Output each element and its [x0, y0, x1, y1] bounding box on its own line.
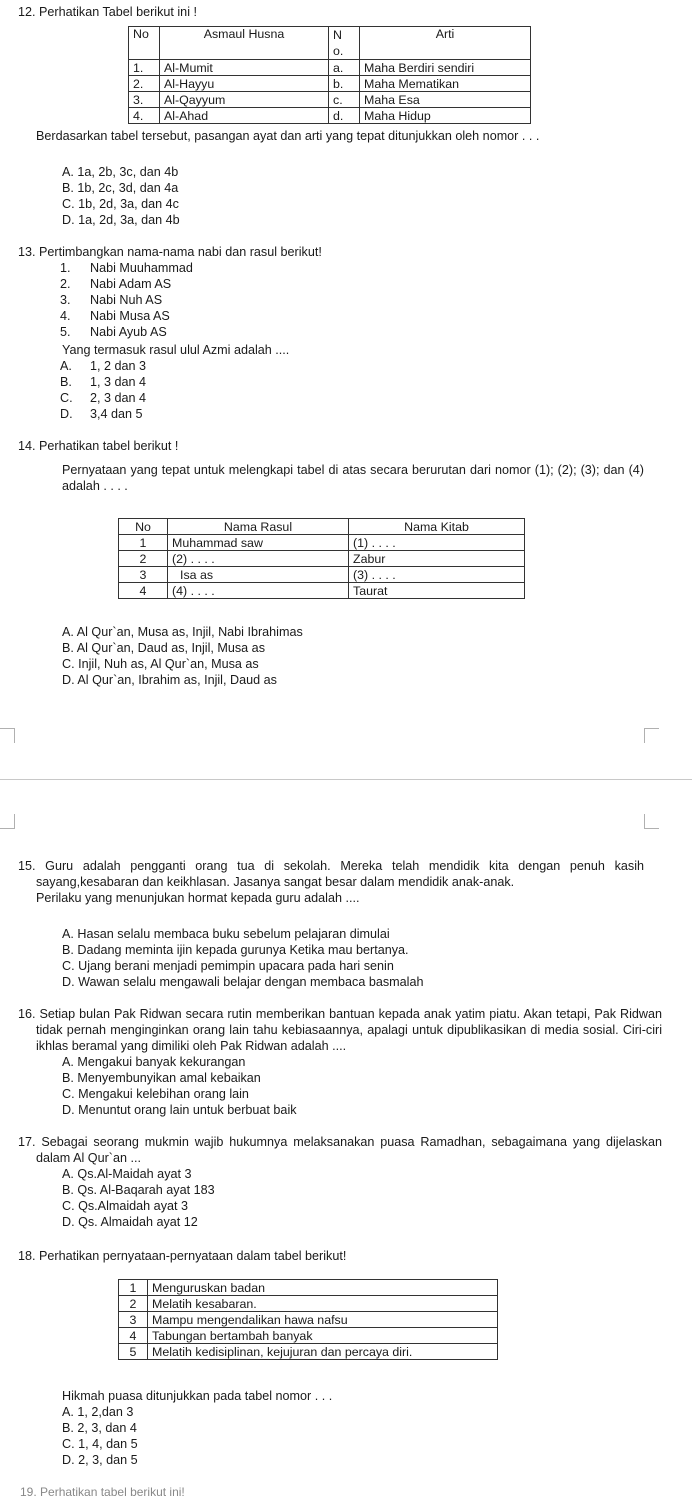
table-cell: (1) . . . .: [349, 535, 525, 551]
table-header-cell: No: [129, 27, 160, 60]
table-cell: Maha Esa: [360, 92, 531, 108]
crop-mark-bottom-right: [644, 814, 659, 829]
q18-table: [118, 1279, 498, 1360]
list-item: [44, 260, 193, 276]
option-letter: B.: [60, 375, 72, 389]
table-cell: Maha Hidup: [360, 108, 531, 124]
table-row: [119, 583, 525, 599]
table-cell: Mampu mengendalikan hawa nafsu: [148, 1312, 498, 1328]
q19-title-cutoff: 19. Perhatikan tabel berikut ini!: [20, 1485, 185, 1499]
q17-question: 17. Sebagai seorang mukmin wajib hukumnya melaksanakan puasa Ramadhan, sebagaimana yang dijelaskan dalam Al Qur`an ...: [18, 1135, 662, 1165]
list-item-text: Nabi Ayub AS: [90, 325, 167, 339]
q15-question-text-2: Perilaku yang menunjukan hormat kepada guru adalah ....: [36, 891, 360, 905]
q16-options: [62, 1054, 297, 1118]
list-item-text: Nabi Musa AS: [90, 309, 170, 323]
list-item-text: Nabi Muuhammad: [90, 261, 193, 275]
option-c: C. Ujang berani menjadi pemimpin upacara pada hari senin: [62, 959, 394, 973]
q15-options: [62, 926, 423, 990]
table-cell: 2: [119, 1296, 148, 1312]
list-item: [44, 308, 193, 324]
table-header-cell: Nama Kitab: [349, 519, 525, 535]
option-b: B. 2, 3, dan 4: [62, 1421, 137, 1435]
table-row: [119, 1344, 498, 1360]
q18-title: 18. Perhatikan pernyataan-pernyataan dalam tabel berikut!: [18, 1249, 347, 1263]
table-cell: Menguruskan badan: [148, 1280, 498, 1296]
table-cell: Isa as: [168, 567, 349, 583]
option-d: D. Qs. Almaidah ayat 12: [62, 1215, 198, 1229]
table-cell: 3.: [129, 92, 160, 108]
table-cell: 1: [119, 535, 168, 551]
q13-title: 13. Pertimbangkan nama-nama nabi dan rasul berikut!: [18, 245, 322, 259]
q13-question: Yang termasuk rasul ulul Azmi adalah ....: [62, 343, 290, 357]
q14-options: [62, 624, 303, 688]
list-item: [44, 276, 193, 292]
table-cell: c.: [329, 92, 360, 108]
table-cell: a.: [329, 60, 360, 76]
q14-table: [118, 518, 525, 599]
q12-options: [62, 164, 180, 228]
table-row: [119, 1296, 498, 1312]
table-cell: Melatih kesabaran.: [148, 1296, 498, 1312]
list-item-number: 5.: [60, 325, 71, 339]
option-c: C. Injil, Nuh as, Al Qur`an, Musa as: [62, 657, 259, 671]
option-text: 2, 3 dan 4: [90, 391, 147, 405]
option-letter: C.: [60, 391, 73, 405]
q12-title: 12. Perhatikan Tabel berikut ini !: [18, 5, 197, 19]
option-c: [44, 390, 146, 406]
option-text: 1, 3 dan 4: [90, 375, 147, 389]
table-cell: 3: [119, 567, 168, 583]
q14-question: Pernyataan yang tepat untuk melengkapi tabel di atas secara berurutan dari nomor (1); (2); (3); dan (4) adalah . . . .: [62, 463, 644, 493]
option-b: B. Dadang meminta ijin kepada gurunya Ketika mau bertanya.: [62, 943, 409, 957]
option-a: A. Al Qur`an, Musa as, Injil, Nabi Ibrahimas: [62, 625, 303, 639]
table-cell: Zabur: [349, 551, 525, 567]
table-cell: d.: [329, 108, 360, 124]
table-cell: 4.: [129, 108, 160, 124]
option-d: D. 2, 3, dan 5: [62, 1453, 138, 1467]
page-separator: [0, 779, 692, 780]
table-cell: Al-Qayyum: [160, 92, 329, 108]
table-row: [129, 92, 531, 108]
option-b: [44, 374, 146, 390]
table-cell: 5: [119, 1344, 148, 1360]
q13-list: [44, 260, 193, 340]
table-row: [119, 567, 525, 583]
q14-title: 14. Perhatikan tabel berikut !: [18, 439, 179, 453]
crop-mark-top-left: [0, 728, 15, 743]
table-cell: Maha Berdiri sendiri: [360, 60, 531, 76]
option-a: [44, 358, 146, 374]
option-a: A. Qs.Al-Maidah ayat 3: [62, 1167, 192, 1181]
option-c: C. Qs.Almaidah ayat 3: [62, 1199, 188, 1213]
table-cell: b.: [329, 76, 360, 92]
option-a: A. Mengakui banyak kekurangan: [62, 1055, 246, 1069]
list-item: [44, 292, 193, 308]
option-c: C. Mengakui kelebihan orang lain: [62, 1087, 249, 1101]
table-header-row: [129, 27, 531, 60]
table-cell: Taurat: [349, 583, 525, 599]
option-c: C. 1b, 2d, 3a, dan 4c: [62, 197, 179, 211]
option-b: B. Menyembunyikan amal kebaikan: [62, 1071, 261, 1085]
table-header-cell: N o.: [329, 27, 360, 60]
list-item: [44, 324, 193, 340]
option-a: A. 1a, 2b, 3c, dan 4b: [62, 165, 179, 179]
table-row: [119, 1280, 498, 1296]
option-a: A. Hasan selalu membaca buku sebelum pelajaran dimulai: [62, 927, 390, 941]
list-item-number: 4.: [60, 309, 71, 323]
table-cell: (2) . . . .: [168, 551, 349, 567]
table-cell: 3: [119, 1312, 148, 1328]
table-header-cell: Asmaul Husna: [160, 27, 329, 60]
list-item-number: 3.: [60, 293, 71, 307]
table-cell: 4: [119, 1328, 148, 1344]
table-row: [119, 1312, 498, 1328]
q16-question: 16. Setiap bulan Pak Ridwan secara rutin memberikan bantuan kepada anak yatim piatu. Akan tetapi, Pak Ridwan tidak pernah menginginkan orang lain tahu kebiasaannya, apalagi untuk dipublikasikan di media sosial. Ciri-ciri ikhlas beramal yang dimiliki oleh Pak Ridwan adalah ....: [18, 1007, 662, 1053]
table-cell: (4) . . . .: [168, 583, 349, 599]
option-b: B. Qs. Al-Baqarah ayat 183: [62, 1183, 215, 1197]
table-row: [119, 551, 525, 567]
q12-table: [128, 26, 531, 124]
table-row: [129, 108, 531, 124]
q13-options: [44, 358, 146, 422]
table-row: [129, 76, 531, 92]
list-item-number: 2.: [60, 277, 71, 291]
option-d: D. Al Qur`an, Ibrahim as, Injil, Daud as: [62, 673, 277, 687]
table-cell: 2.: [129, 76, 160, 92]
option-d: [44, 406, 146, 422]
table-row: [129, 60, 531, 76]
table-cell: Maha Mematikan: [360, 76, 531, 92]
option-d: D. Menuntut orang lain untuk berbuat baik: [62, 1103, 297, 1117]
q15-question-text: 15. Guru adalah pengganti orang tua di sekolah. Mereka telah mendidik kita dengan penuh kasih sayang,kesabaran dan keikhlasan. Jasanya sangat besar dalam mendidik anak-anak.: [18, 859, 644, 889]
table-cell: Melatih kedisiplinan, kejujuran dan percaya diri.: [148, 1344, 498, 1360]
table-row: [119, 535, 525, 551]
option-text: 1, 2 dan 3: [90, 359, 147, 373]
option-d: D. Wawan selalu mengawali belajar dengan membaca basmalah: [62, 975, 424, 989]
table-cell: Al-Mumit: [160, 60, 329, 76]
table-cell: Al-Hayyu: [160, 76, 329, 92]
table-cell: (3) . . . .: [349, 567, 525, 583]
table-header-row: [119, 519, 525, 535]
option-b: B. 1b, 2c, 3d, dan 4a: [62, 181, 179, 195]
table-cell: 1: [119, 1280, 148, 1296]
list-item-number: 1.: [60, 261, 71, 275]
table-cell: 2: [119, 551, 168, 567]
q18-question: Hikmah puasa ditunjukkan pada tabel nomor . . .: [62, 1389, 333, 1403]
list-item-text: Nabi Nuh AS: [90, 293, 163, 307]
option-text: 3,4 dan 5: [90, 407, 143, 421]
option-d: D. 1a, 2d, 3a, dan 4b: [62, 213, 180, 227]
option-c: C. 1, 4, dan 5: [62, 1437, 138, 1451]
q18-options: [62, 1404, 138, 1468]
option-b: B. Al Qur`an, Daud as, Injil, Musa as: [62, 641, 265, 655]
crop-mark-top-right: [644, 728, 659, 743]
table-header-cell: Arti: [360, 27, 531, 60]
q12-question: Berdasarkan tabel tersebut, pasangan ayat dan arti yang tepat ditunjukkan oleh nomor . . .: [36, 129, 540, 143]
table-cell: Muhammad saw: [168, 535, 349, 551]
list-item-text: Nabi Adam AS: [90, 277, 172, 291]
table-cell: Al-Ahad: [160, 108, 329, 124]
crop-mark-bottom-left: [0, 814, 15, 829]
option-a: A. 1, 2,dan 3: [62, 1405, 134, 1419]
table-cell: 1.: [129, 60, 160, 76]
q17-options: [62, 1166, 215, 1230]
table-header-cell: Nama Rasul: [168, 519, 349, 535]
option-letter: A.: [60, 359, 72, 373]
table-cell: Tabungan bertambah banyak: [148, 1328, 498, 1344]
option-letter: D.: [60, 407, 73, 421]
table-cell: 4: [119, 583, 168, 599]
table-header-cell: No: [119, 519, 168, 535]
q15-question: [18, 858, 644, 906]
table-row: [119, 1328, 498, 1344]
